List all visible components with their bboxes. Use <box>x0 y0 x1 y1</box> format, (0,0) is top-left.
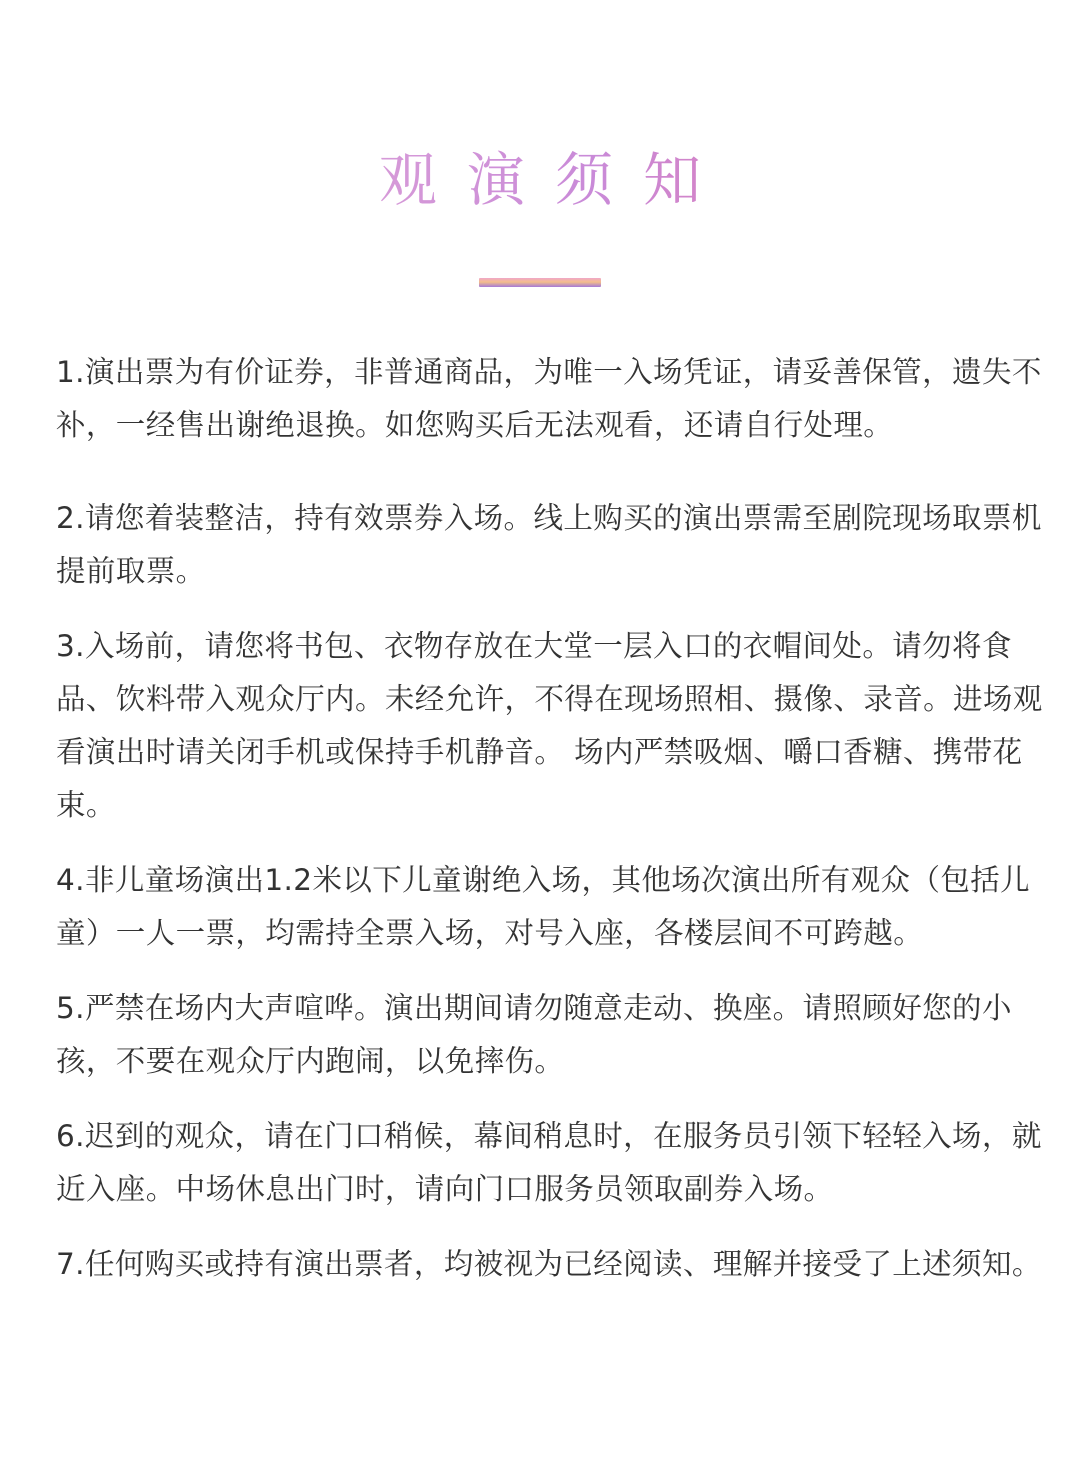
notice-list <box>56 346 1046 1313</box>
notice-item-7: 7.任何购买或持有演出票者，均被视为已经阅读、理解并接受了上述须知。 <box>56 1247 1042 1281</box>
notice-item-5: 5.严禁在场内大声喧哗。演出期间请勿随意走动、换座。请照顾好您的小孩，不要在观众厅内跑闹，以免摔伤。 <box>56 991 1012 1078</box>
notice-item-2: 2.请您着装整洁，持有效票券入场。线上购买的演出票需至剧院现场取票机提前取票。 <box>56 501 1042 588</box>
notice-item-1: 1.演出票为有价证券，非普通商品，为唯一入场凭证，请妥善保管，遗失不补，一经售出谢绝退换。如您购买后无法观看，还请自行处理。 <box>56 355 1042 442</box>
page-title: 观演须知 <box>0 140 1080 220</box>
notice-item-4: 4.非儿童场演出1.2米以下儿童谢绝入场，其他场次演出所有观众（包括儿童）一人一票，均需持全票入场，对号入座，各楼层间不可跨越。 <box>56 863 1031 950</box>
notice-item-3: 3.入场前，请您将书包、衣物存放在大堂一层入口的衣帽间处。请勿将食品、饮料带入观众厅内。未经允许，不得在现场照相、摄像、录音。进场观看演出时请关闭手机或保持手机静音。 场内严禁吸烟、嚼口香糖、携带花束。 <box>56 629 1043 822</box>
title-divider <box>479 278 601 287</box>
notice-item-6: 6.迟到的观众，请在门口稍候，幕间稍息时，在服务员引领下轻轻入场，就近入座。中场休息出门时，请向门口服务员领取副券入场。 <box>56 1119 1042 1206</box>
